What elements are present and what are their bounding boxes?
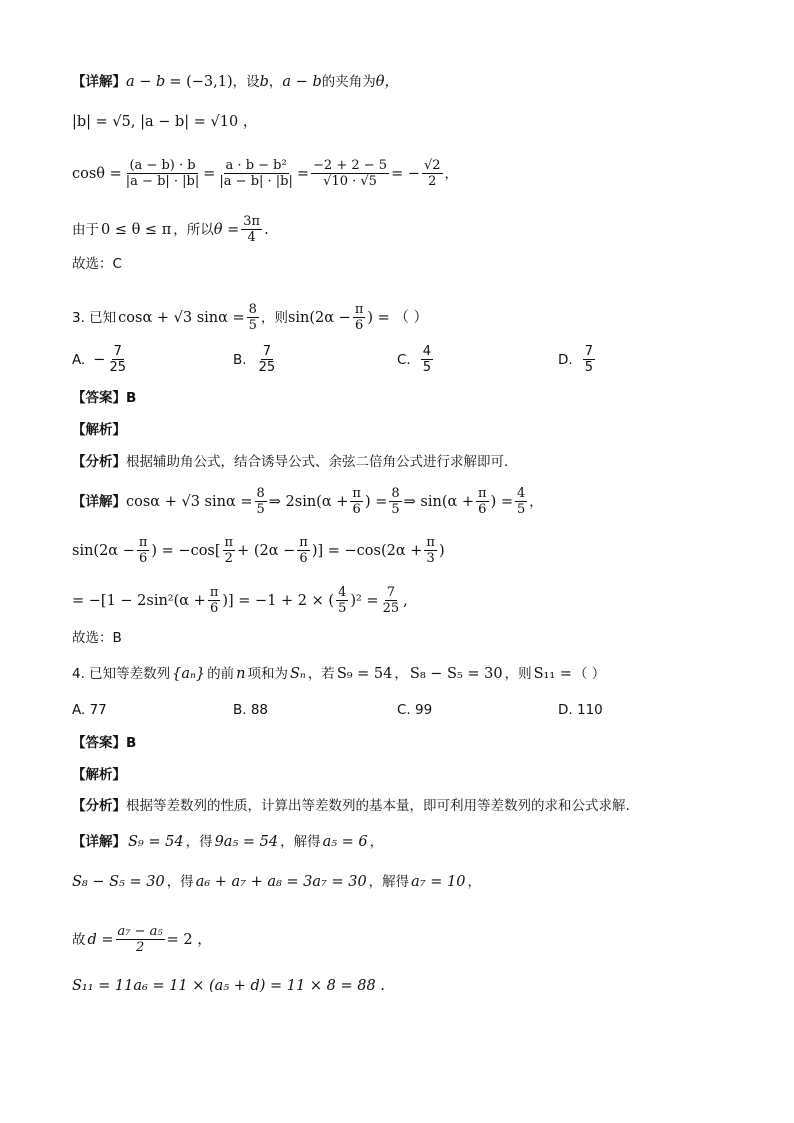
numerator: 7 bbox=[584, 344, 593, 359]
vector-b: b bbox=[156, 74, 166, 90]
q4-detail-line-2 bbox=[72, 872, 481, 892]
detail-tag: 【详解】 bbox=[72, 834, 126, 850]
numerator: √2 bbox=[423, 158, 441, 173]
q3-detail-line-3 bbox=[72, 585, 408, 616]
numerator: π bbox=[352, 486, 361, 501]
fraction bbox=[241, 214, 262, 245]
text-fragment: ， bbox=[529, 493, 543, 510]
hint-tag: 【分析】 bbox=[72, 798, 126, 814]
numerator: 4 bbox=[517, 486, 526, 501]
fraction bbox=[137, 535, 150, 566]
text-fragment: ， bbox=[444, 165, 459, 182]
expression: cosα + √3 sinα = bbox=[118, 309, 245, 326]
expression: + (2α − bbox=[237, 542, 296, 559]
expression: ) = bbox=[490, 493, 513, 510]
expression: ) = bbox=[364, 493, 388, 510]
q4-stem bbox=[72, 664, 605, 684]
option-text: D. 110 bbox=[558, 702, 603, 718]
text-fragment: ，得 bbox=[166, 874, 194, 890]
expression: sin(2α − bbox=[72, 542, 135, 559]
fraction bbox=[353, 302, 366, 333]
q3-option-b bbox=[233, 344, 279, 375]
expression: ⇒ sin(α + bbox=[403, 493, 475, 510]
denominator: 5 bbox=[256, 502, 265, 517]
fraction bbox=[116, 924, 165, 955]
denominator: |a − b| · |b| bbox=[125, 174, 200, 189]
q3-detail-line-1 bbox=[72, 486, 543, 517]
expression: d = bbox=[87, 931, 114, 948]
detail-line-1: 【详解】 a − b = (−3,1) ，设 b ， a − b 的夹角为 θ， bbox=[72, 74, 399, 90]
fraction bbox=[424, 535, 437, 566]
detail-line-3: cosθ = $\frac{(a - b) \cdot b}{|a - b| \cdot |b|}$ = $\frac{\text{a · b − b²}}{|a - b| \cdot |b|}$ = $\frac{-2 + 2 - 5}{√10 \cdot √5}$ = − $\frac{√2}{2}$ ， bbox=[72, 158, 459, 189]
fraction bbox=[350, 486, 363, 517]
choice-text: 故选：B bbox=[72, 630, 122, 646]
q3-option-a bbox=[72, 344, 130, 375]
denominator: 4 bbox=[247, 230, 256, 245]
denominator: 6 bbox=[352, 502, 361, 517]
q3-option-c bbox=[397, 344, 435, 375]
fraction bbox=[336, 585, 348, 616]
q4-option-c bbox=[397, 702, 432, 718]
denominator: 25 bbox=[109, 360, 126, 375]
text-fragment: ， bbox=[467, 874, 481, 890]
option-text: B. 88 bbox=[233, 702, 269, 718]
text-fragment: ，则 bbox=[504, 666, 532, 682]
fraction bbox=[107, 344, 128, 375]
numerator: π bbox=[426, 535, 435, 550]
option-label: B. bbox=[233, 351, 247, 368]
q4-detail-line-1 bbox=[72, 832, 383, 852]
detail-tag: 【详解】 bbox=[72, 74, 126, 90]
option-text: C. 99 bbox=[397, 702, 433, 718]
vector-a: a bbox=[282, 74, 292, 90]
expression: a₆ + a₇ + a₈ = 3a₇ = 30 bbox=[195, 874, 367, 890]
expression: a₇ = 10 bbox=[411, 874, 466, 890]
q3-hint bbox=[72, 452, 508, 472]
text-fragment: 项和为 bbox=[247, 666, 288, 682]
q3-answer bbox=[72, 388, 136, 408]
condition: S₉ = 54 bbox=[336, 666, 393, 682]
q4-option-a bbox=[72, 702, 107, 718]
numerator: π bbox=[354, 302, 364, 317]
denominator: 25 bbox=[258, 360, 276, 375]
numerator: 7 bbox=[262, 344, 271, 359]
text-fragment: ， bbox=[394, 666, 408, 682]
choice-text: 故选：C bbox=[72, 256, 122, 272]
vector-diff-value: = (−3,1) bbox=[169, 74, 233, 90]
numerator: a₇ − a₅ bbox=[117, 924, 163, 939]
expression: ⇒ 2sin(α + bbox=[268, 493, 349, 510]
denominator: √10 · √5 bbox=[323, 174, 377, 189]
theta-symbol: θ = bbox=[213, 221, 240, 238]
q3-detail-line-2 bbox=[72, 535, 445, 566]
fraction bbox=[311, 158, 389, 189]
q4-answer bbox=[72, 733, 136, 753]
fraction bbox=[255, 486, 267, 517]
q3-stem bbox=[72, 302, 428, 333]
text-fragment: 的前 bbox=[207, 666, 235, 682]
vector-a: a bbox=[126, 74, 135, 90]
fraction bbox=[247, 302, 259, 333]
condition: S₈ − S₅ = 30 bbox=[409, 666, 503, 682]
denominator: |a − b| · |b| bbox=[219, 174, 293, 189]
question-number: 3. 已知 bbox=[72, 309, 117, 326]
q4-analysis-heading bbox=[72, 765, 126, 785]
denominator: 6 bbox=[138, 551, 148, 566]
expression: cosα + √3 sinα = bbox=[126, 493, 253, 510]
expression: S₈ − S₅ = 30 bbox=[72, 874, 165, 890]
expression: ) = −cos[ bbox=[151, 542, 221, 559]
sum-symbol: Sₙ bbox=[290, 666, 306, 682]
fraction bbox=[515, 486, 527, 517]
query-expression: S₁₁ = bbox=[533, 666, 572, 682]
detail-line-4 bbox=[72, 214, 269, 245]
fraction bbox=[257, 344, 278, 375]
q4-hint bbox=[72, 796, 630, 816]
denominator: 5 bbox=[248, 318, 257, 333]
answer-text: 【答案】B bbox=[72, 735, 137, 751]
fraction bbox=[124, 158, 201, 189]
numerator: π bbox=[224, 535, 234, 550]
expression: )] = −1 + 2 × ( bbox=[222, 592, 335, 609]
expression: a₅ = 6 bbox=[322, 834, 368, 850]
denominator: 3 bbox=[426, 551, 435, 566]
fraction bbox=[422, 158, 443, 189]
denominator: 5 bbox=[338, 601, 347, 616]
magnitude-equation: |b| = √5, |a − b| = √10 ， bbox=[72, 114, 258, 130]
text-fragment: ，若 bbox=[307, 666, 335, 682]
variable-n: n bbox=[236, 666, 246, 682]
cos-theta-lhs: cosθ = bbox=[72, 165, 122, 182]
denominator: 6 bbox=[209, 601, 219, 616]
numerator: a · b − b² bbox=[225, 158, 287, 173]
text-fragment: ，得 bbox=[185, 834, 213, 850]
fraction bbox=[223, 535, 236, 566]
vector-b: b bbox=[312, 74, 322, 90]
sequence-symbol: {aₙ} bbox=[172, 666, 206, 682]
q4-option-d bbox=[558, 702, 603, 718]
fraction bbox=[421, 344, 433, 375]
text-fragment: . bbox=[264, 221, 269, 238]
text-fragment: ，解得 bbox=[368, 874, 410, 890]
fraction bbox=[208, 585, 221, 616]
text-fragment: 故 bbox=[72, 931, 86, 948]
denominator: 2 bbox=[135, 940, 145, 955]
numerator: 7 bbox=[113, 344, 122, 359]
expression: )² = bbox=[350, 592, 379, 609]
numerator: 3π bbox=[243, 214, 261, 229]
numerator: 4 bbox=[422, 344, 431, 359]
detail-line-2 bbox=[72, 112, 257, 132]
answer-blank: ) = （ ） bbox=[367, 309, 428, 326]
q3-choice bbox=[72, 628, 122, 648]
hint-text: 根据辅助角公式，结合诱导公式、余弦二倍角公式进行求解即可. bbox=[126, 454, 509, 470]
fraction bbox=[389, 486, 401, 517]
text-fragment: ，所以 bbox=[173, 221, 214, 238]
fraction bbox=[583, 344, 595, 375]
denominator: 5 bbox=[391, 502, 400, 517]
expression: 9a₅ = 54 bbox=[214, 834, 279, 850]
option-label: A. bbox=[72, 351, 86, 368]
expression: )] = −cos(2α + bbox=[311, 542, 423, 559]
minus-sign: − bbox=[93, 351, 106, 368]
fraction bbox=[217, 158, 294, 189]
detail-line-5 bbox=[72, 254, 122, 274]
text-fragment: ，解得 bbox=[280, 834, 321, 850]
denominator: 5 bbox=[517, 502, 526, 517]
numerator: (a − b) · b bbox=[129, 158, 196, 173]
denominator: 5 bbox=[584, 360, 593, 375]
denominator: 6 bbox=[354, 318, 364, 333]
hint-text: 根据等差数列的性质，计算出等差数列的基本量，即可利用等差数列的求和公式求解. bbox=[126, 798, 630, 814]
expression: S₉ = 54 bbox=[128, 834, 184, 850]
option-label: D. bbox=[558, 351, 573, 368]
q4-option-b bbox=[233, 702, 268, 718]
text-fragment: 由于 bbox=[72, 221, 99, 238]
text-fragment: ，则 bbox=[260, 309, 288, 326]
theta-symbol: θ， bbox=[375, 74, 399, 90]
numerator: 8 bbox=[248, 302, 257, 317]
text-fragment: , bbox=[403, 592, 408, 609]
equals-minus: = − bbox=[391, 165, 420, 182]
question-number: 4. 已知等差数列 bbox=[72, 666, 171, 682]
numerator: 8 bbox=[256, 486, 265, 501]
vector-b: b bbox=[259, 74, 269, 90]
text-fragment: 的夹角为 bbox=[321, 74, 376, 90]
detail-tag: 【详解】 bbox=[72, 493, 126, 510]
fraction bbox=[381, 585, 402, 616]
denominator: 25 bbox=[382, 601, 400, 616]
expression: = −[1 − 2sin²(α + bbox=[72, 592, 206, 609]
option-label: C. bbox=[397, 351, 411, 368]
expression: sin(2α − bbox=[287, 309, 351, 326]
q4-detail-line-3 bbox=[72, 924, 212, 955]
numerator: 7 bbox=[386, 585, 395, 600]
expression: ) bbox=[438, 542, 445, 559]
option-text: A. 77 bbox=[72, 702, 107, 718]
text-fragment: ，设 bbox=[232, 74, 260, 90]
q4-detail-line-4 bbox=[72, 976, 385, 996]
analysis-heading: 【解析】 bbox=[72, 422, 126, 438]
q3-analysis-heading bbox=[72, 420, 126, 440]
text-fragment: ， bbox=[369, 834, 384, 850]
numerator: π bbox=[138, 535, 148, 550]
hint-tag: 【分析】 bbox=[72, 454, 126, 470]
denominator: 2 bbox=[224, 551, 233, 566]
fraction bbox=[297, 535, 310, 566]
numerator: π bbox=[209, 585, 219, 600]
numerator: 4 bbox=[338, 585, 347, 600]
theta-range: 0 ≤ θ ≤ π bbox=[101, 221, 172, 238]
numerator: π bbox=[478, 486, 487, 501]
analysis-heading: 【解析】 bbox=[72, 767, 126, 783]
numerator: −2 + 2 − 5 bbox=[313, 158, 388, 173]
final-expression: S₁₁ = 11a₆ = 11 × (a₅ + d) = 11 × 8 = 88 . bbox=[72, 978, 385, 994]
q3-option-d bbox=[558, 344, 597, 375]
text-fragment: ， bbox=[268, 74, 283, 90]
fraction bbox=[476, 486, 489, 517]
denominator: 5 bbox=[422, 360, 431, 375]
answer-blank: （ ） bbox=[573, 666, 606, 682]
denominator: 6 bbox=[299, 551, 308, 566]
numerator: π bbox=[299, 535, 308, 550]
numerator: 8 bbox=[391, 486, 400, 501]
answer-text: 【答案】B bbox=[72, 390, 137, 406]
denominator: 2 bbox=[428, 174, 437, 189]
denominator: 6 bbox=[478, 502, 487, 517]
expression: = 2 ， bbox=[166, 931, 212, 948]
